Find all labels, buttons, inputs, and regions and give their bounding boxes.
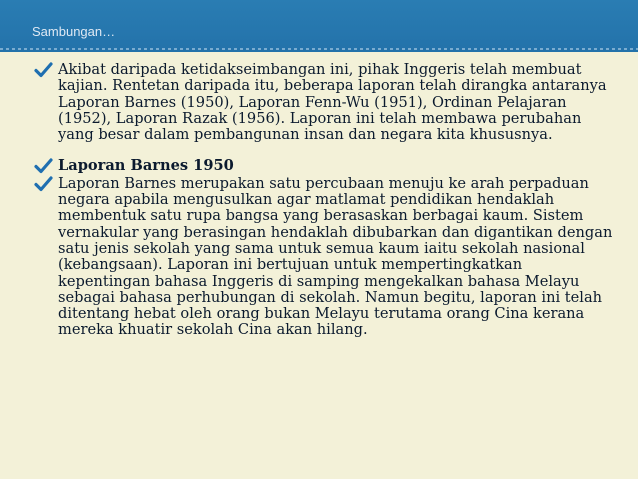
bullet-item [34,62,614,143]
bullet-text: Akibat daripada ketidakseimbangan ini, pihak Inggeris telah membuat kajian. Rentetan daripada itu, beberapa laporan telah dirangka antaranya Laporan Barnes (1950), Laporan Fenn-Wu (1951), Ordinan Pelajaran (1952), Laporan Razak (1956). Laporan ini telah membawa perubahan yang besar dalam pembangunan insan dan negara kita khususnya. [58,61,607,144]
checkmark-icon [34,158,54,174]
bullet-item-heading [34,158,614,174]
checkmark-icon [34,176,54,192]
bullet-heading-text: Laporan Barnes 1950 [58,157,234,175]
header-bar [0,0,638,52]
content-body [34,62,614,354]
header-dotted-rule [0,48,638,50]
bullet-item [34,176,614,339]
bullet-text: Laporan Barnes merupakan satu percubaan menuju ke arah perpaduan negara apabila mengusulkan agar matlamat pendidikan hendaklah membentuk satu rupa bangsa yang berasaskan berbagai kaum. Sistem vernakular yang berasingan hendaklah dibubarkan dan digantikan dengan satu jenis sekolah yang sama untuk semua kaum iaitu sekolah nasional (kebangsaan). Laporan ini bertujuan untuk mempertingkatkan kepentingan bahasa Inggeris di samping mengekalkan bahasa Melayu sebagai bahasa perhubungan di sekolah. Namun begitu, laporan ini telah ditentang hebat oleh orang bukan Melayu terutama orang Cina kerana mereka khuatir sekolah Cina akan hilang. [58,174,613,339]
checkmark-icon [34,62,54,78]
slide-title: Sambungan… [32,24,116,39]
